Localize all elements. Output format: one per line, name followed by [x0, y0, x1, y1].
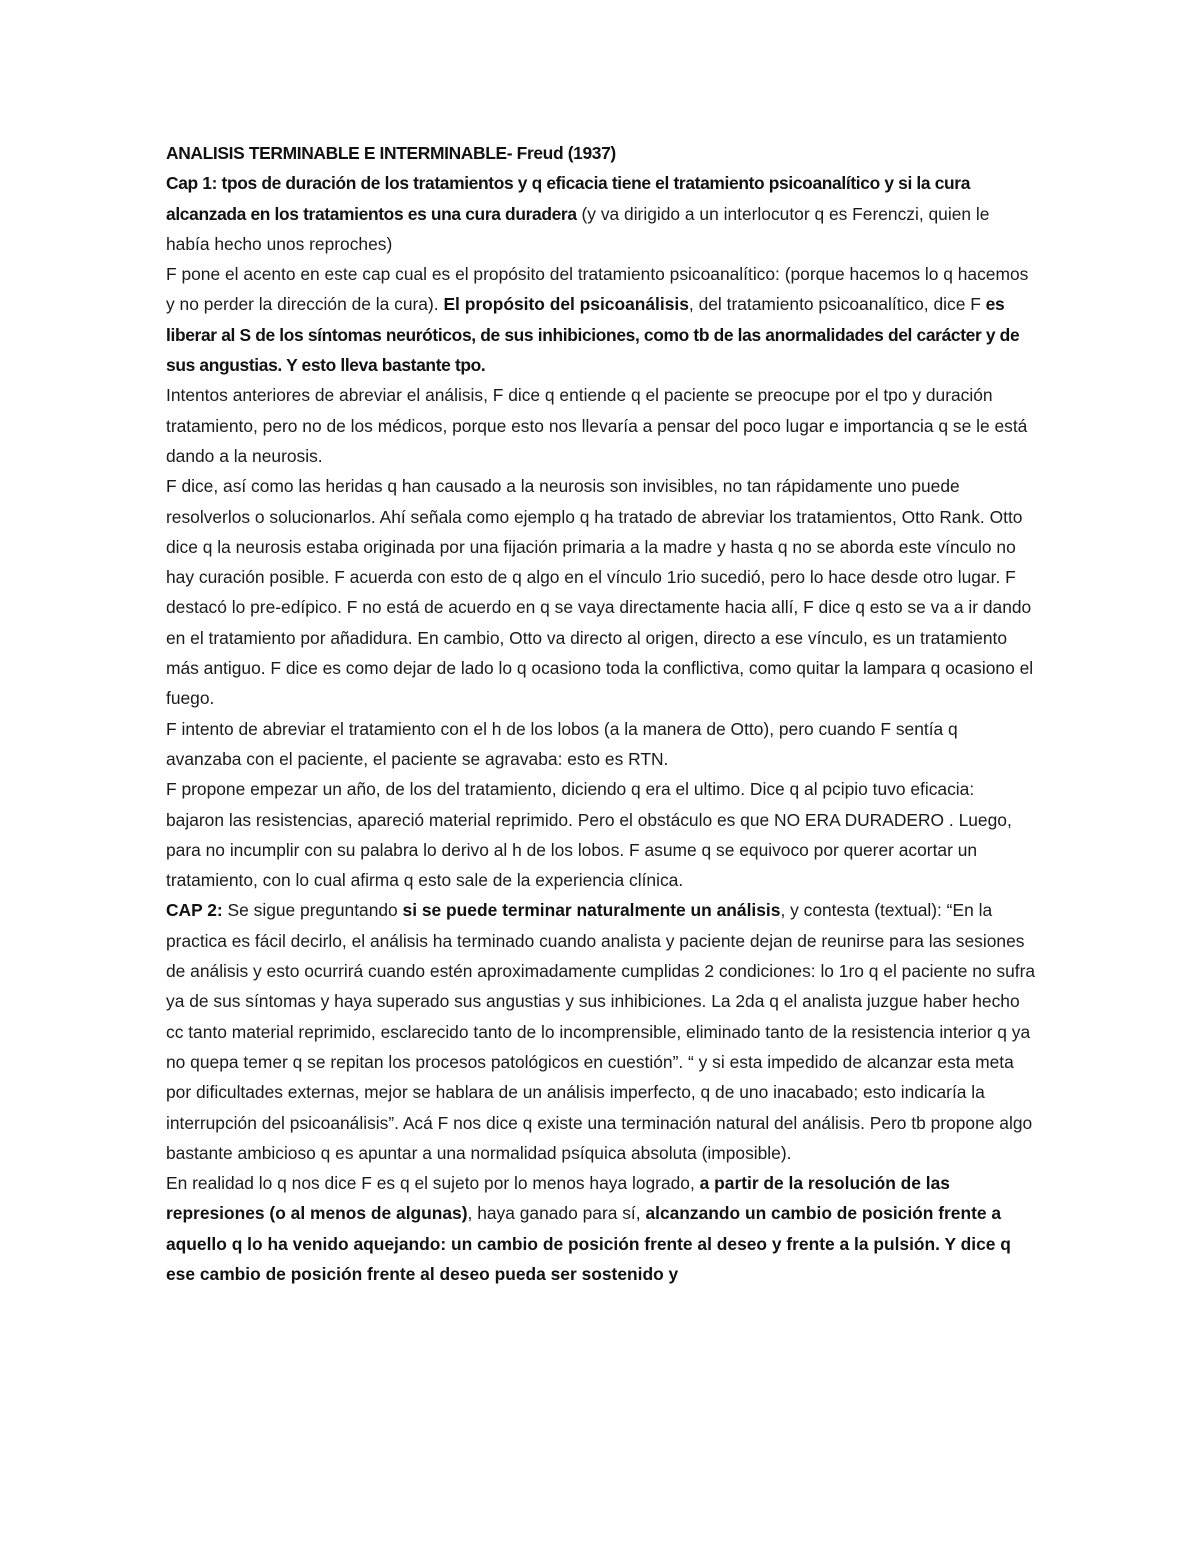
reality-bold-1: a partir de la resolución de las represiones (o al menos de algunas) — [166, 1173, 950, 1224]
cap1-paragraph — [166, 168, 1036, 259]
purpose-text-2: , del tratamiento psicoanalítico, dice F — [688, 294, 986, 315]
wounds-paragraph: F dice, así como las heridas q han causado a la neurosis son invisibles, no tan rápidamente uno puede resolverlos o solucionarlos. Ahí señala como ejemplo q ha tratado de abreviar los tratamientos, Otto Rank. Otto dice q la neurosis estaba originada por una fijación primaria a la madre y hasta q no se aborda este vínculo no hay curación posible. F acuerda con esto de q algo en el vínculo 1rio sucedió, pero lo hace desde otro lugar. F destacó lo pre-edípico. F no está de acuerdo en q se vaya directamente hacia allí, F dice q esto se va a ir dando en el tratamiento por añadidura. En cambio, Otto va directo al origen, directo a ese vínculo, es un tratamiento más antiguo. F dice es como dejar de lado lo q ocasiono toda la conflictiva, como quitar la lampara q ocasiono el fuego. — [166, 476, 1034, 709]
purpose-bold-1: El propósito del psicoanálisis — [443, 294, 689, 315]
purpose-bold-2: es liberar al S de los síntomas neuróticos, de sus inhibiciones, como tb de las anormalidades del carácter y de sus angustias. Y esto lleva bastante tpo. — [166, 294, 1020, 376]
reality-paragraph — [166, 1168, 1036, 1289]
purpose-paragraph — [166, 259, 1036, 380]
cap2-bold-question: si se puede terminar naturalmente un análisis — [402, 900, 781, 921]
document-page — [166, 138, 1036, 1289]
reality-text-2: , haya ganado para sí, — [467, 1203, 646, 1224]
reality-text-1: En realidad lo q nos dice F es q el sujeto por lo menos haya logrado, — [166, 1173, 700, 1194]
document-title: ANALISIS TERMINABLE E INTERMINABLE- Freud (1937) — [166, 143, 616, 163]
cap2-paragraph — [166, 895, 1036, 1168]
cap2-text-2: , y contesta (textual): “En la practica es fácil decirlo, el análisis ha terminado cuando analista y paciente dejan de reunirse para las sesiones de análisis y esto ocurrirá cuando estén aproximadamente cumplidas 2 condiciones: lo 1ro q el paciente no sufra ya de sus síntomas y haya superado sus angustias y sus inhibiciones. La 2da q el analista juzgue haber hecho cc tanto material reprimido, esclarecido tanto de lo incomprensible, eliminado tanto de la resistencia interior q ya no quepa temer q se repitan los procesos patológicos en cuestión”. “ y si esta impedido de alcanzar esta meta por dificultades externas, mejor se hablara de un análisis imperfecto, q de uno inacabado; esto indicaría la interrupción del psicoanálisis”. Acá F nos dice q existe una terminación natural del análisis. Pero tb propone algo bastante ambicioso q es apuntar a una normalidad psíquica absoluta (imposible). — [166, 900, 1036, 1163]
cap2-text-1: Se sigue preguntando — [222, 900, 403, 921]
purpose-text-1: F pone el acento en este cap cual es el propósito del tratamiento psicoanalítico: (porque hacemos lo q hacemos y no perder la dirección de la cura). — [166, 264, 1029, 315]
proposal-paragraph: F propone empezar un año, de los del tratamiento, diciendo q era el ultimo. Dice q al pcipio tuvo eficacia: bajaron las resistencias, apareció material reprimido. Pero el obstáculo es que NO ERA DURADERO . Luego, para no incumplir con su palabra lo derivo al h de los lobos. F asume q se equivoco por querer acortar un tratamiento, con lo cual afirma q esto sale de la experiencia clínica. — [166, 779, 1012, 891]
reality-bold-2: alcanzando un cambio de posición frente a aquello q lo ha venido aquejando: un cambio de posición frente al deseo y frente a la pulsión. Y dice q ese cambio de posición frente al deseo pueda ser sostenido y — [166, 1203, 1011, 1284]
cap1-heading-note: (y va dirigido a un interlocutor q es Ferenczi, quien le había hecho unos reproches) — [166, 203, 990, 254]
attempts-paragraph: Intentos anteriores de abreviar el análisis, F dice q entiende q el paciente se preocupe por el tpo y duración tratamiento, pero no de los médicos, porque esto nos llevaría a pensar del poco lugar e importancia q se le está dando a la neurosis. — [166, 385, 1028, 466]
wolfman-paragraph: F intento de abreviar el tratamiento con el h de los lobos (a la manera de Otto), pero cuando F sentía q avanzaba con el paciente, el paciente se agravaba: esto es RTN. — [166, 718, 958, 769]
cap1-heading: Cap 1: tpos de duración de los tratamientos y q eficacia tiene el tratamiento psicoanalítico y si la cura alcanzada en los tratamientos es una cura duradera — [166, 173, 971, 224]
cap2-label: CAP 2: — [166, 900, 223, 921]
